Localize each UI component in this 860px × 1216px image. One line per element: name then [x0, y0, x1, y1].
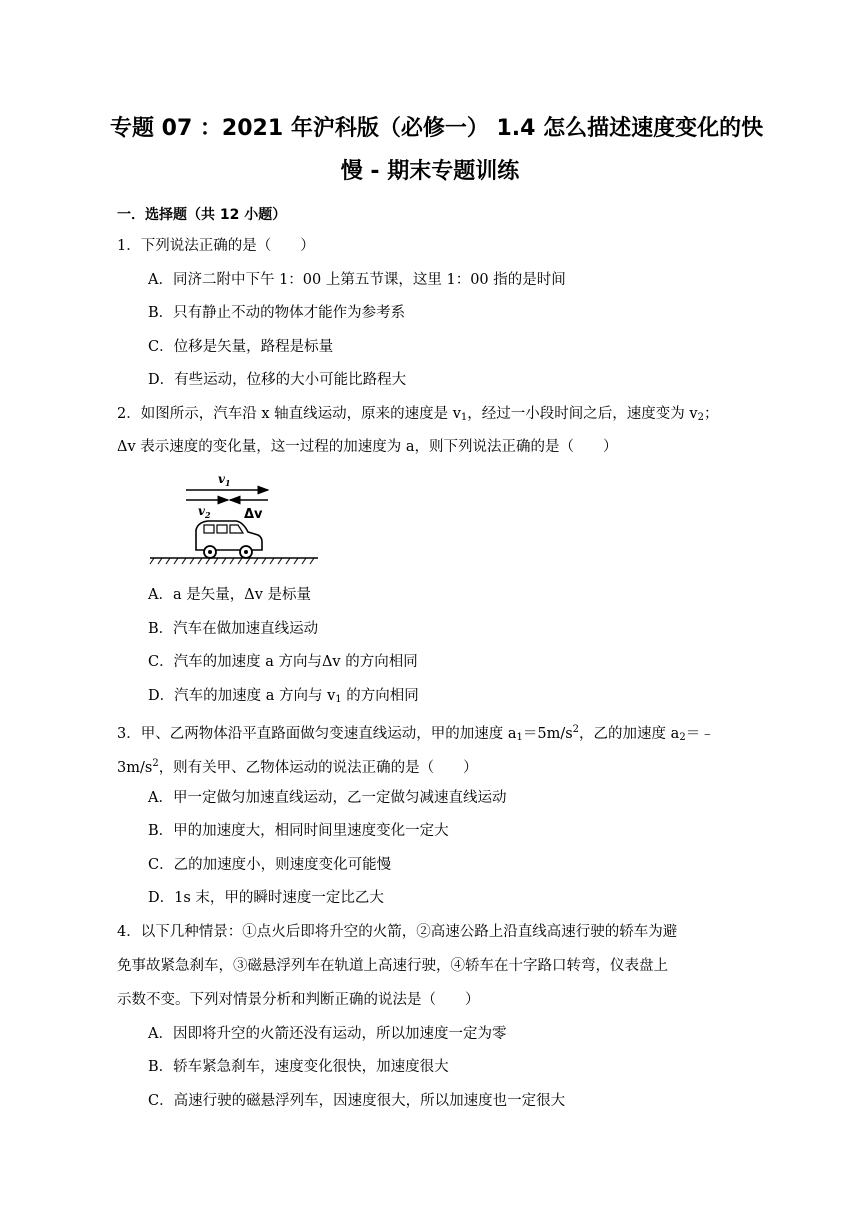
- question-3-stem-line-1: 3．甲、乙两物体沿平直路面做匀变速直线运动，甲的加速度 $a_1=5m/s^2$，乙的加速度 $a_2=﹣$: [117, 724, 715, 743]
- delta-v-label: Δv: [244, 507, 263, 522]
- car-icon: [196, 521, 262, 558]
- car-velocity-figure: [148, 470, 320, 565]
- question-2-option-b: B．汽车在做加速直线运动: [148, 621, 319, 637]
- question-1-option-b: B．只有静止不动的物体才能作为参考系: [148, 305, 406, 321]
- question-3-option-a: A．甲一定做匀加速直线运动，乙一定做匀减速直线运动: [148, 790, 507, 806]
- question-3-option-b: B．甲的加速度大，相同时间里速度变化一定大: [148, 823, 449, 839]
- question-4-option-c: C．高速行驶的磁悬浮列车，因速度很大，所以加速度也一定很大: [148, 1093, 566, 1109]
- question-1-stem: 1．下列说法正确的是（ ）: [117, 238, 315, 254]
- question-2-option-c: C．汽车的加速度 a 方向与Δv 的方向相同: [148, 654, 418, 670]
- question-3-option-d: D．1s 末，甲的瞬时速度一定比乙大: [148, 890, 384, 906]
- v1-label: $v_1$: [218, 472, 231, 488]
- section-heading: 一．选择题（共 12 小题）: [117, 207, 287, 223]
- question-4-option-b: B．轿车紧急刹车，速度变化很快，加速度很大: [148, 1059, 449, 1075]
- question-4-stem-line-3: 示数不变。下列对情景分析和判断正确的说法是（ ）: [117, 992, 480, 1008]
- question-3-stem-line-2: $3m/s^2$，则有关甲、乙物体运动的说法正确的是（ ）: [117, 758, 478, 776]
- v2-label: $v_2$: [198, 504, 211, 520]
- question-4-option-a: A．因即将升空的火箭还没有运动，所以加速度一定为零: [148, 1026, 507, 1042]
- page-title-line-1: 专题 07 ：2021 年沪科版（必修一） 1.4 怎么描述速度变化的快: [110, 116, 764, 141]
- question-1-option-a: A．同济二附中下午 1：00 上第五节课，这里 1：00 指的是时间: [148, 272, 566, 288]
- question-4-stem-line-1: 4．以下几种情景：①点火后即将升空的火箭，②高速公路上沿直线高速行驶的轿车为避: [117, 924, 678, 940]
- question-2-stem-line-1: 2．如图所示，汽车沿 x 轴直线运动，原来的速度是 $v_1$，经过一小段时间之后，速度变为 $v_2$；: [117, 406, 719, 423]
- page-title-line-2: 慢 - 期末专题训练: [340, 159, 520, 184]
- question-2-option-a: A．a 是矢量，Δv 是标量: [148, 587, 311, 603]
- ground-hatching: [150, 558, 318, 564]
- question-3-option-c: C．乙的加速度小，则速度变化可能慢: [148, 857, 392, 873]
- question-1-option-d: D．有些运动，位移的大小可能比路程大: [148, 372, 407, 388]
- question-2-option-d: D．汽车的加速度 a 方向与 $v_1$ 的方向相同: [148, 688, 419, 705]
- question-1-option-c: C．位移是矢量，路程是标量: [148, 339, 334, 355]
- question-2-stem-line-2: Δv 表示速度的变化量，这一过程的加速度为 a，则下列说法正确的是（ ）: [117, 439, 618, 455]
- question-4-stem-line-2: 免事故紧急刹车，③磁悬浮列车在轨道上高速行驶，④轿车在十字路口转弯，仪表盘上: [117, 958, 668, 974]
